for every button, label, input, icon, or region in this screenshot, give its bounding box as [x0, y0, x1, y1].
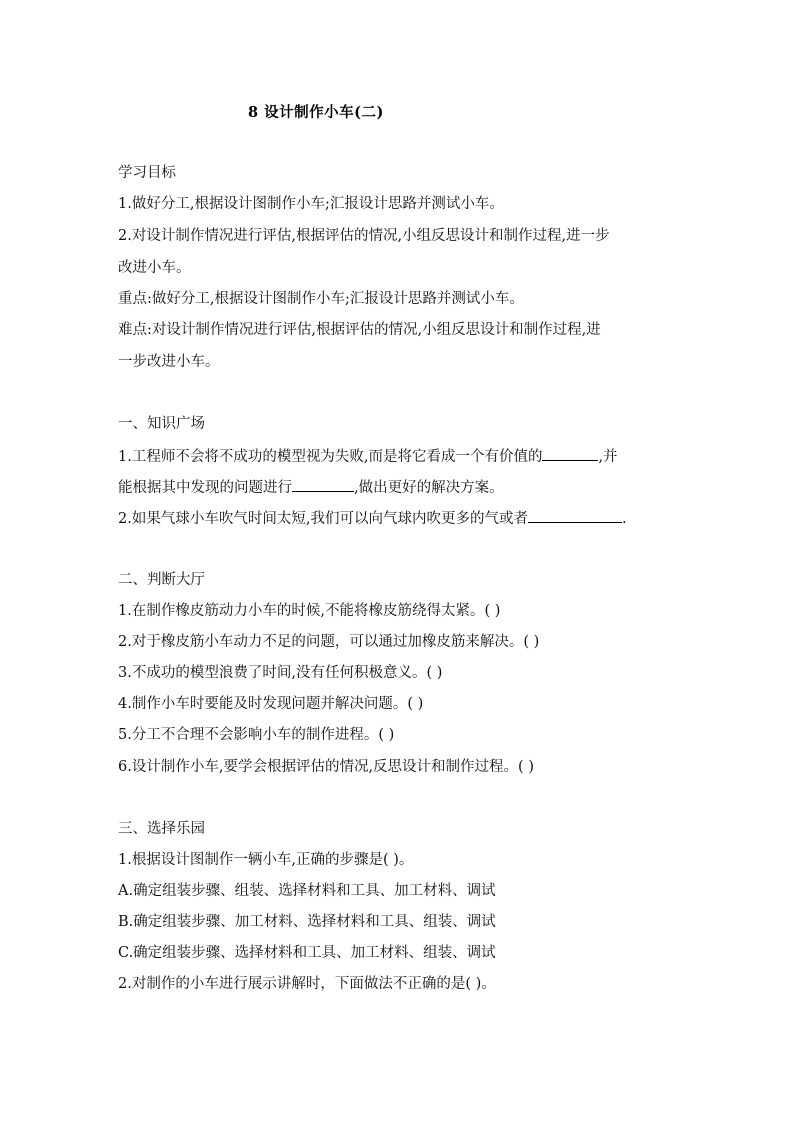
- answer-blank-1[interactable]: [542, 446, 598, 461]
- page-title: 8 设计制作小车(二): [248, 104, 384, 121]
- choice-question-1: 1.根据设计图制作一辆小车,正确的步骤是( )。: [118, 852, 414, 868]
- fill-question-2: [118, 508, 627, 529]
- choice-option-b: B.确定组装步骤、加工材料、选择材料和工具、组装、调试: [118, 914, 496, 930]
- fill-question-2-text-a: 2.如果气球小车吹气时间太短,我们可以向气球内吹更多的气或者: [118, 511, 528, 527]
- fill-question-1-text-b: ,并: [598, 449, 618, 465]
- section-2-heading: 二、判断大厅: [118, 572, 205, 588]
- judge-item-1: 1.在制作橡皮筋动力小车的时候,不能将橡皮筋绕得太紧。( ): [118, 603, 501, 619]
- judge-item-2: 2.对于橡皮筋小车动力不足的问题，可以通过加橡皮筋来解决。( ): [118, 634, 540, 650]
- fill-question-1-line-1: [118, 446, 618, 467]
- judge-item-4: 4.制作小车时要能及时发现问题并解决问题。( ): [118, 696, 424, 712]
- key-point: 重点:做好分工,根据设计图制作小车;汇报设计思路并测试小车。: [118, 291, 524, 307]
- section-1-heading: 一、知识广场: [118, 416, 205, 432]
- difficulty-line-1: 难点:对设计制作情况进行评估,根据评估的情况,小组反思设计和制作过程,进: [118, 322, 601, 338]
- answer-blank-3[interactable]: [528, 508, 622, 523]
- judge-item-3: 3.不成功的模型浪费了时间,没有任何积极意义。( ): [118, 665, 443, 681]
- objective-item-2-line-2: 改进小车。: [118, 260, 191, 276]
- objective-item-1: 1.做好分工,根据设计图制作小车;汇报设计思路并测试小车。: [118, 196, 504, 212]
- judge-item-6: 6.设计制作小车,要学会根据评估的情况,反思设计和制作过程。( ): [118, 759, 534, 775]
- difficulty-line-2: 一步改进小车。: [118, 354, 220, 370]
- fill-question-1-text-c: 能根据其中发现的问题进行: [118, 480, 292, 496]
- fill-question-2-text-b: .: [621, 511, 627, 527]
- choice-question-2: 2.对制作的小车进行展示讲解时，下面做法不正确的是( )。: [118, 976, 496, 992]
- fill-question-1-text-d: ,做出更好的解决方案。: [354, 480, 504, 496]
- judge-item-5: 5.分工不合理不会影响小车的制作进程。( ): [118, 727, 395, 743]
- fill-question-1-line-2: [118, 477, 504, 498]
- fill-question-1-text-a: 1.工程师不会将不成功的模型视为失败,而是将它看成一个有价值的: [118, 449, 543, 465]
- objectives-heading: 学习目标: [118, 165, 176, 181]
- answer-blank-2[interactable]: [292, 477, 354, 492]
- choice-option-c: C.确定组装步骤、选择材料和工具、加工材料、组装、调试: [118, 945, 496, 961]
- section-3-heading: 三、选择乐园: [118, 821, 205, 837]
- objective-item-2-line-1: 2.对设计制作情况进行评估,根据评估的情况,小组反思设计和制作过程,进一步: [118, 228, 610, 244]
- choice-option-a: A.确定组装步骤、组装、选择材料和工具、加工材料、调试: [118, 883, 496, 899]
